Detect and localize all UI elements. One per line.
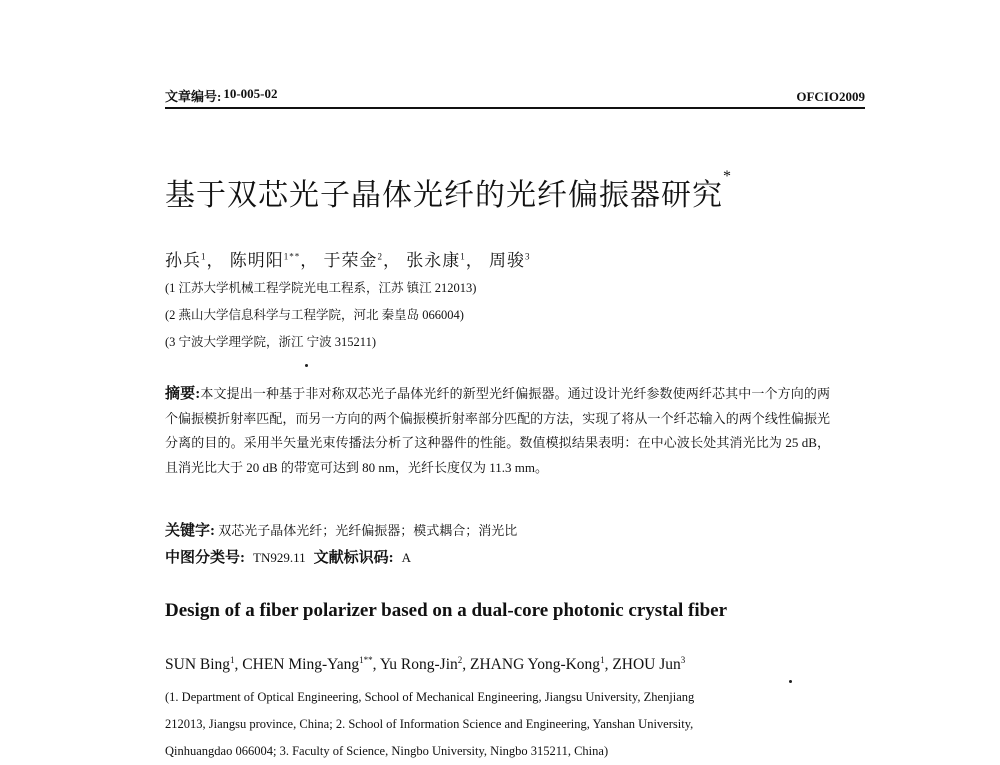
affiliations-en: [165, 684, 825, 765]
keywords-cn: [165, 519, 517, 540]
keywords-cn-text: 双芯光子晶体光纤；光纤偏振器；模式耦合；消光比: [218, 523, 518, 538]
running-header: [165, 86, 865, 109]
keywords-cn-label: 关键字:: [165, 523, 215, 539]
abstract-cn: [165, 382, 830, 480]
stray-dot: [305, 364, 308, 367]
title-cn-text: 基于双芯光子晶体光纤的光纤偏振器研究: [165, 179, 723, 212]
doc-code-value: A: [401, 550, 411, 565]
article-number: [165, 86, 278, 105]
affiliation-cn-1: (1 江苏大学机械工程学院光电工程系，江苏 镇江 212013): [165, 281, 477, 295]
author-cn: 陈明阳$^{1**}$: [229, 251, 301, 270]
author-cn: 孙兵$^1$: [165, 251, 207, 270]
affiliation-en-line: (1. Department of Optical Engineering, School of Mechanical Engineering, Jiangsu University, Zhenjiang: [165, 690, 695, 704]
author-en: Yu Rong-Jin$^2$: [379, 655, 463, 674]
affiliation-en-line: Qinhuangdao 066004; 3. Faculty of Science, Ningbo University, Ningbo 315211, China): [165, 744, 609, 758]
affiliation-en-line: 212013, Jiangsu province, China; 2. School of Information Science and Engineering, Yanshan University,: [165, 717, 694, 731]
paper-title-en: Design of a fiber polarizer based on a dual-core photonic crystal fiber: [165, 600, 728, 621]
author-en: SUN Bing$^1$: [165, 655, 235, 674]
author-list-cn: 孙兵$^1$， 陈明阳$^{1**}$， 于荣金$^2$， 张永康$^1$， 周骏$^3$: [165, 251, 531, 270]
affiliation-cn-3: (3 宁波大学理学院，浙江 宁波 315211): [165, 335, 376, 349]
abstract-cn-text: 本文提出一种基于非对称双芯光子晶体光纤的新型光纤偏振器。通过设计光纤参数使两纤芯其中一个方向的两个偏振模折射率匹配，而另一方向的两个偏振模折射率部分匹配的方法，实现了将从一个纤芯输入的两个线性偏振光分离的目的。采用半矢量光束传播法分析了这种器件的性能。数值模拟结果表明：在中心波长处其消光比为 25 dB，且消光比大于 20 dB 的带宽可达到 80 nm，光纤长度仅为 11.3 mm。: [165, 386, 830, 475]
doc-code-label: 文献标识码:: [313, 550, 394, 566]
classification-line: [165, 546, 411, 567]
author-list-en: SUN Bing$^1$, CHEN Ming-Yang$^{1**}$, Yu Rong-Jin$^2$, ZHANG Yong-Kong$^1$, ZHOU Jun$^3$: [165, 655, 686, 674]
author-cn: 周骏$^3$: [489, 251, 531, 270]
title-cn-footnote-mark: *: [723, 168, 732, 185]
stray-dot: [789, 680, 792, 683]
clc-value: TN929.11: [253, 550, 306, 565]
affiliation-cn-2: (2 燕山大学信息科学与工程学院，河北 秦皇岛 066004): [165, 308, 464, 322]
author-en: ZHANG Yong-Kong$^1$: [470, 655, 605, 674]
author-cn: 张永康$^1$: [406, 251, 466, 270]
article-number-value: 10-005-02: [223, 86, 278, 101]
abstract-cn-label: 摘要:: [165, 386, 201, 402]
author-en: CHEN Ming-Yang$^{1**}$: [242, 655, 373, 674]
author-en: ZHOU Jun$^3$: [612, 655, 686, 674]
article-number-label: 文章编号:: [165, 89, 222, 104]
conference-code: OFCIO2009: [796, 89, 865, 104]
author-cn: 于荣金$^2$: [323, 251, 383, 270]
paper-title-cn: [165, 170, 732, 214]
clc-label: 中图分类号:: [165, 550, 245, 566]
